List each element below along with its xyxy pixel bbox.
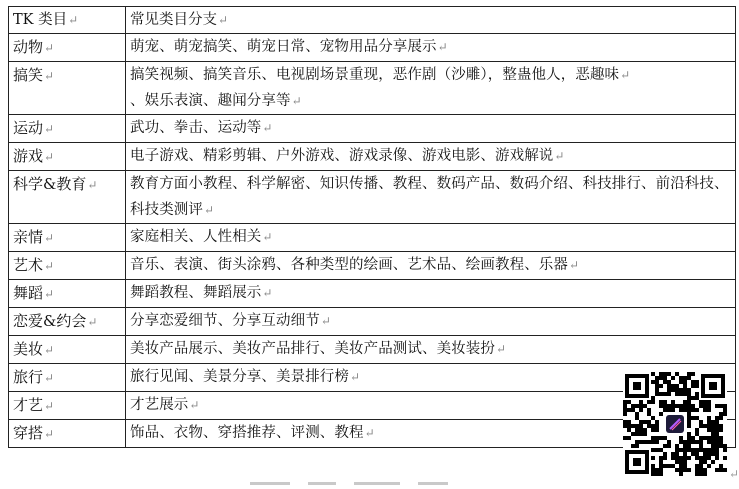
category-cell: [9, 308, 126, 336]
table-row: [9, 34, 736, 62]
paragraph-mark-icon: ↵: [44, 150, 55, 164]
paragraph-mark-icon: ↵: [291, 94, 302, 108]
branches-cell: [126, 143, 736, 171]
category-label: 美妆: [13, 340, 44, 358]
branches-cell: [126, 224, 736, 252]
table-row: [9, 224, 736, 252]
paragraph-mark-icon: ↵: [262, 286, 273, 300]
branches-text: 音乐、表演、街头涂鸦、各种类型的绘画、艺术品、绘画教程、乐器: [130, 257, 568, 273]
paragraph-mark-icon: ↵: [262, 230, 273, 244]
category-label: 穿搭: [13, 424, 44, 442]
category-cell: [9, 364, 126, 392]
category-cell: [9, 420, 126, 448]
category-cell: [9, 280, 126, 308]
branches-text: 家庭相关、人性相关: [130, 229, 262, 245]
branches-cell: [126, 252, 736, 280]
table-header-row: [9, 7, 736, 34]
header-branches: [126, 7, 736, 34]
paragraph-mark-icon: ↵: [44, 122, 55, 136]
category-cell: [9, 252, 126, 280]
table-row: [9, 252, 736, 280]
branches-text: 分享恋爱细节、分享互动细节: [130, 313, 320, 329]
category-label: 舞蹈: [13, 284, 44, 302]
branches-text: 美妆产品展示、美妆产品排行、美妆产品测试、美妆装扮: [130, 341, 495, 357]
branches-cell: [126, 62, 736, 115]
category-cell: [9, 62, 126, 115]
branches-text: 旅行见闻、美景分享、美景排行榜: [130, 369, 349, 385]
table-row: [9, 336, 736, 364]
branches-text: 才艺展示: [130, 397, 189, 413]
category-cell: [9, 336, 126, 364]
paragraph-mark-icon: ↵: [262, 121, 273, 135]
category-cell: [9, 143, 126, 171]
table-row: [9, 308, 736, 336]
category-label: 动物: [13, 38, 44, 56]
branches-text: 饰品、衣物、穿搭推荐、评测、教程: [130, 425, 364, 441]
category-cell: [9, 34, 126, 62]
table-row: [9, 143, 736, 171]
paragraph-mark-icon: ↵: [569, 258, 580, 272]
category-label: 游戏: [13, 147, 44, 165]
paragraph-mark-icon: ↵: [87, 178, 98, 192]
table-row: [9, 280, 736, 308]
branches-text: 武功、拳击、运动等: [130, 120, 262, 136]
branches-text: 教育方面小教程、科学解密、知识传播、教程、数码产品、数码介绍、科技排行、前沿科技、科技类测评: [130, 176, 729, 218]
paragraph-mark-icon: ↵: [87, 315, 98, 329]
branches-cell: [126, 280, 736, 308]
branches-cell: [126, 308, 736, 336]
paragraph-mark-icon: ↵: [437, 40, 448, 54]
qr-code-graphic: [623, 372, 727, 476]
paragraph-mark-icon: ↵: [44, 69, 55, 83]
paragraph-mark-icon: ↵: [44, 259, 55, 273]
paragraph-mark-icon: ↵: [189, 398, 200, 412]
paragraph-mark-icon: ↵: [44, 231, 55, 245]
category-cell: [9, 392, 126, 420]
category-cell: [9, 224, 126, 252]
branches-cell: [126, 336, 736, 364]
paragraph-mark-icon: ↵: [44, 427, 55, 441]
category-cell: [9, 115, 126, 143]
category-label: 科学&教育: [13, 175, 87, 193]
category-label: 艺术: [13, 256, 44, 274]
branches-cell: [126, 171, 736, 224]
cut-off-next-line: [250, 482, 510, 489]
header-category-label: TK 类目: [13, 12, 68, 28]
header-category: [9, 7, 126, 34]
qr-code-icon: [623, 372, 727, 476]
paragraph-mark-icon: ↵: [44, 287, 55, 301]
branches-text: 电子游戏、精彩剪辑、户外游戏、游戏录像、游戏电影、游戏解说: [130, 148, 554, 164]
paragraph-mark-icon: ↵: [496, 342, 507, 356]
category-label: 才艺: [13, 396, 44, 414]
paragraph-mark-icon: ↵: [729, 467, 739, 481]
table-row: [9, 115, 736, 143]
paragraph-mark-icon: ↵: [350, 370, 361, 384]
header-branches-label: 常见类目分支: [130, 12, 217, 28]
paragraph-mark-icon: ↵: [204, 203, 215, 217]
branches-text: 搞笑视频、搞笑音乐、电视剧场景重现，恶作剧（沙雕），整蛊他人，恶趣味: [130, 67, 620, 83]
paragraph-mark-icon: ↵: [44, 399, 55, 413]
category-cell: [9, 171, 126, 224]
category-label: 运动: [13, 119, 44, 137]
paragraph-mark-icon: ↵: [620, 68, 631, 82]
paragraph-mark-icon: ↵: [320, 314, 331, 328]
paragraph-mark-icon: ↵: [218, 13, 229, 27]
paragraph-mark-icon: ↵: [44, 41, 55, 55]
table-row: [9, 62, 736, 115]
category-label: 恋爱&约会: [13, 312, 87, 330]
branches-text-continued: 、娱乐表演、趣闻分享等: [130, 93, 291, 109]
paragraph-mark-icon: ↵: [68, 13, 79, 27]
paragraph-mark-icon: ↵: [554, 149, 565, 163]
branches-text: 萌宠、萌宠搞笑、萌宠日常、宠物用品分享展示: [130, 39, 437, 55]
table-row: [9, 171, 736, 224]
category-label: 亲情: [13, 228, 44, 246]
paragraph-mark-icon: ↵: [44, 343, 55, 357]
branches-cell: [126, 115, 736, 143]
paragraph-mark-icon: ↵: [44, 371, 55, 385]
paragraph-mark-icon: ↵: [364, 426, 375, 440]
category-label: 旅行: [13, 368, 44, 386]
branches-text: 舞蹈教程、舞蹈展示: [130, 285, 262, 301]
branches-cell: [126, 34, 736, 62]
category-label: 搞笑: [13, 66, 44, 84]
